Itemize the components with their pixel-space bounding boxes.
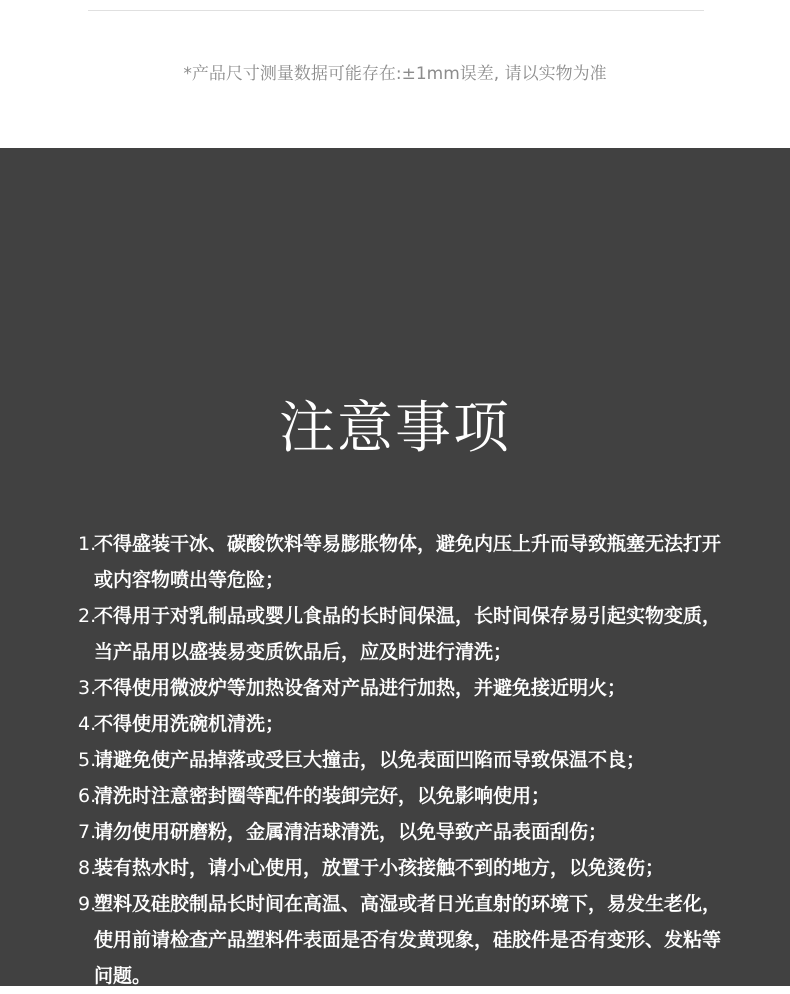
notice-section xyxy=(0,148,790,986)
notice-number: 2. xyxy=(78,605,97,627)
top-section xyxy=(0,0,790,148)
notice-title: 注意事项 xyxy=(279,396,511,461)
notice-text: 不得盛装干冰、碳酸饮料等易膨胀物体，避免内压上升而导致瓶塞无法打开或内容物喷出等危险； xyxy=(94,533,722,591)
notice-text: 装有热水时，请小心使用，放置于小孩接触不到的地方，以免烫伤； xyxy=(94,857,665,879)
notice-list xyxy=(78,526,738,994)
notice-item xyxy=(78,850,738,886)
notice-number: 1. xyxy=(78,533,97,555)
notice-number: 9. xyxy=(78,893,97,915)
notice-item xyxy=(78,778,738,814)
notice-number: 5. xyxy=(78,749,97,771)
notice-number: 8. xyxy=(78,857,97,879)
notice-item xyxy=(78,598,738,670)
notice-number: 3. xyxy=(78,677,97,699)
notice-text: 不得使用微波炉等加热设备对产品进行加热，并避免接近明火； xyxy=(94,677,627,699)
notice-item xyxy=(78,742,738,778)
notice-item xyxy=(78,814,738,850)
notice-number: 7. xyxy=(78,821,97,843)
size-note: *产品尺寸测量数据可能存在:±1mm误差, 请以实物为准 xyxy=(183,64,607,84)
notice-item xyxy=(78,670,738,706)
notice-item xyxy=(78,706,738,742)
notice-text: 请避免使产品掉落或受巨大撞击，以免表面凹陷而导致保温不良； xyxy=(94,749,646,771)
notice-item xyxy=(78,526,738,598)
notice-text: 请勿使用研磨粉，金属清洁球清洗，以免导致产品表面刮伤； xyxy=(94,821,608,843)
divider xyxy=(88,10,704,11)
notice-text: 不得使用洗碗机清洗； xyxy=(94,713,285,735)
notice-text: 不得用于对乳制品或婴儿食品的长时间保温，长时间保存易引起实物变质，当产品用以盛装易变质饮品后，应及时进行清洗； xyxy=(94,605,722,663)
notice-text: 塑料及硅胶制品长时间在高温、高湿或者日光直射的环境下，易发生老化，使用前请检查产品塑料件表面是否有发黄现象，硅胶件是否有变形、发粘等问题。 xyxy=(94,893,722,987)
notice-number: 4. xyxy=(78,713,97,735)
notice-number: 6. xyxy=(78,785,97,807)
notice-item xyxy=(78,886,738,994)
notice-text: 清洗时注意密封圈等配件的装卸完好，以免影响使用； xyxy=(94,785,551,807)
